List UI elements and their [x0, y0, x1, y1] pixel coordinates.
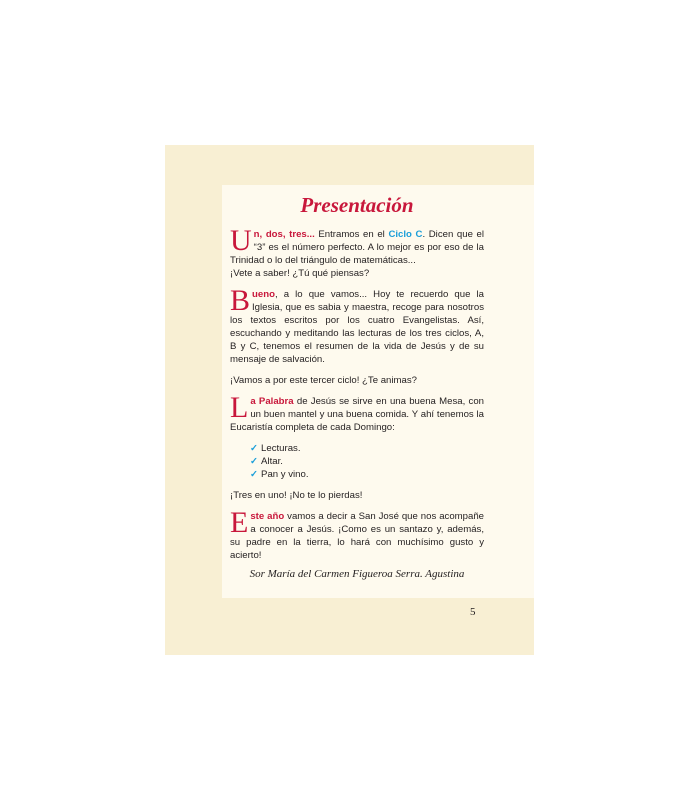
page-number: 5: [470, 606, 476, 618]
drop-cap: B: [230, 284, 251, 317]
list-item: [250, 455, 484, 468]
body-text: ¡Vete a saber! ¿Tú qué piensas?: [230, 268, 370, 279]
paragraph-bueno: [230, 284, 484, 366]
list-item: [250, 468, 484, 481]
checklist: [250, 442, 484, 481]
body-text: . Dicen que el “3” es el número perfecto. A lo mejor es por eso de la Trinidad o lo del triángulo de matemáticas...: [230, 229, 484, 266]
checkmark-icon: ✓: [250, 456, 259, 467]
paragraph-tres-en-uno: ¡Tres en uno! ¡No te lo pierdas!: [230, 490, 363, 501]
paragraph-este-ano: [230, 506, 485, 562]
list-item-label: Lecturas.: [261, 443, 301, 454]
body-text: vamos a decir a San José que nos acompañe a conocer a Jesús. ¡Como es un santazo y, además, su padre en la tierra, lo hará con muchísimo gusto y acierto!: [230, 511, 485, 561]
drop-cap: U: [230, 224, 252, 257]
list-item-label: Pan y vino.: [261, 469, 309, 480]
presentation-content: [230, 192, 484, 570]
body-text: de Jesús se sirve en una buena Mesa, con un buen mantel y una buena comida. Y ahí tenemos la Eucaristía completa de cada Domingo:: [230, 396, 484, 433]
paragraph-vamos: ¡Vamos a por este tercer ciclo! ¿Te animas?: [230, 375, 417, 386]
paragraph-palabra: [230, 391, 484, 434]
checkmark-icon: ✓: [250, 443, 259, 454]
lead-text: ste año: [250, 511, 285, 522]
lead-text: n, dos, tres...: [253, 229, 315, 240]
lead-text: a Palabra: [250, 396, 294, 407]
list-item: [250, 442, 484, 455]
drop-cap: E: [230, 506, 249, 539]
body-text: Entramos en el: [314, 229, 389, 240]
paragraph-intro: [230, 224, 484, 280]
ciclo-highlight: Ciclo C: [388, 229, 423, 240]
body-text: , a lo que vamos... Hoy te recuerdo que la Iglesia, que es sabia y maestra, recoge para nosotros los textos escritos por los cuatro Evangelistas. Así, escuchando y meditando las lecturas de los tres ciclos, A, B y C, tenemos el resumen de la vida de Jesús y de su mensaje de salvación.: [230, 289, 484, 365]
lead-text: ueno: [252, 289, 275, 300]
author-signature: Sor María del Carmen Figueroa Serra. Agustina: [249, 568, 465, 580]
drop-cap: L: [230, 391, 249, 424]
checkmark-icon: ✓: [250, 469, 259, 480]
list-item-label: Altar.: [261, 456, 283, 467]
page-title: Presentación: [300, 193, 414, 217]
